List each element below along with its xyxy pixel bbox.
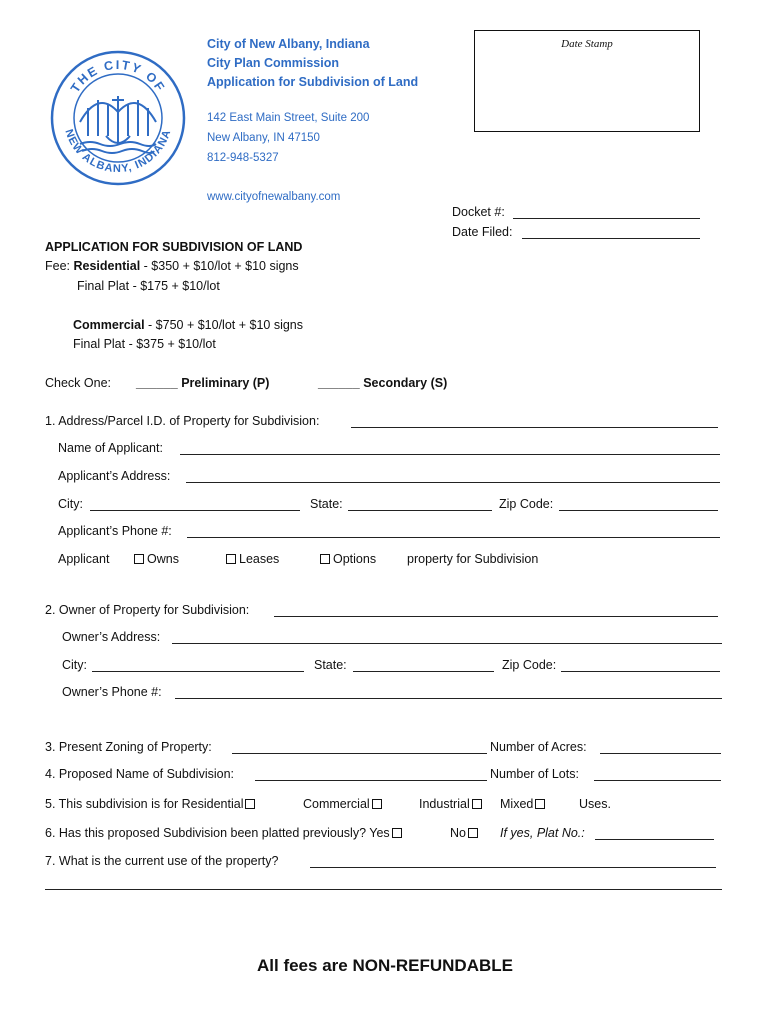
header-form-title: Application for Subdivision of Land (207, 75, 419, 89)
acres-field[interactable] (600, 753, 721, 754)
owns-label: Owns (147, 552, 179, 566)
residential-rate: - $350 + $10/lot + $10 signs (140, 259, 299, 273)
q5-text: 5. This subdivision is for Residential (45, 797, 244, 811)
current-use-field-continued[interactable] (45, 889, 722, 890)
applicant-address-label: Applicant’s Address: (58, 469, 171, 483)
mixed-checkbox[interactable] (535, 799, 545, 809)
applicant-name-field[interactable] (180, 454, 720, 455)
q1-label: 1. Address/Parcel I.D. of Property for Subdivision: (45, 414, 320, 428)
header-commission: City Plan Commission (207, 56, 339, 70)
platted-yes-checkbox[interactable] (392, 828, 402, 838)
applicant-phone-label: Applicant’s Phone #: (58, 524, 172, 538)
applicant-relation-label: Applicant (58, 552, 110, 566)
platted-no-option[interactable] (450, 826, 481, 840)
plat-no-field[interactable] (595, 839, 714, 840)
application-title: APPLICATION FOR SUBDIVISION OF LAND (45, 240, 303, 254)
q6-text: 6. Has this proposed Subdivision been platted previously? Yes (45, 826, 390, 840)
commercial-checkbox[interactable] (372, 799, 382, 809)
owner-state-label: State: (314, 658, 347, 672)
plat-no-label: If yes, Plat No.: (500, 826, 585, 840)
residential-label: Residential (73, 259, 141, 273)
owner-city-field[interactable] (92, 671, 304, 672)
owner-address-field[interactable] (172, 643, 722, 644)
q4-label: 4. Proposed Name of Subdivision: (45, 767, 234, 781)
docket-field[interactable] (513, 218, 700, 219)
date-filed-field[interactable] (522, 238, 700, 239)
owner-address-label: Owner’s Address: (62, 630, 161, 644)
city-seal-icon (50, 40, 186, 190)
owns-checkbox[interactable] (134, 554, 144, 564)
platted-no-checkbox[interactable] (468, 828, 478, 838)
q2-label: 2. Owner of Property for Subdivision: (45, 603, 250, 617)
commercial-final-plat: Final Plat - $375 + $10/lot (73, 337, 216, 351)
leases-label: Leases (239, 552, 280, 566)
owns-option[interactable] (132, 552, 179, 566)
header-org: City of New Albany, Indiana (207, 37, 370, 51)
date-stamp-box (474, 30, 700, 132)
fee-label: Fee: (45, 259, 71, 273)
options-label: Options (333, 552, 377, 566)
industrial-checkbox[interactable] (472, 799, 482, 809)
preliminary-option[interactable] (136, 376, 269, 390)
header-website[interactable]: www.cityofnewalbany.com (207, 191, 341, 203)
fee-commercial (73, 318, 303, 332)
property-for-subdivision-text: property for Subdivision (407, 552, 539, 566)
current-use-field[interactable] (310, 867, 716, 868)
owner-zip-field[interactable] (561, 671, 720, 672)
platted-no-label: No (450, 826, 466, 840)
applicant-city-label: City: (58, 497, 83, 511)
residential-checkbox[interactable] (245, 799, 255, 809)
seal-top-text: THE CITY OF (67, 57, 169, 96)
preliminary-blank[interactable]: ______ (136, 376, 178, 390)
non-refundable-notice: All fees are NON-REFUNDABLE (257, 956, 513, 975)
q6-label (45, 826, 405, 840)
applicant-state-label: State: (310, 497, 343, 511)
mixed-option[interactable] (500, 797, 548, 811)
applicant-city-field[interactable] (90, 510, 300, 511)
fee-residential (45, 259, 299, 273)
commercial-rate: - $750 + $10/lot + $10 signs (144, 318, 304, 332)
leases-option[interactable] (224, 552, 279, 566)
options-checkbox[interactable] (320, 554, 330, 564)
applicant-state-field[interactable] (348, 510, 492, 511)
check-one-label: Check One: (45, 376, 112, 390)
mixed-use-label: Mixed (500, 797, 534, 811)
industrial-option[interactable] (419, 797, 485, 811)
industrial-use-label: Industrial (419, 797, 470, 811)
q7-label: 7. What is the current use of the property? (45, 854, 279, 868)
q1-field[interactable] (351, 427, 718, 428)
docket-label: Docket #: (452, 205, 505, 219)
city-seal (50, 40, 186, 190)
applicant-name-label: Name of Applicant: (58, 441, 163, 455)
applicant-phone-field[interactable] (187, 537, 720, 538)
applicant-address-field[interactable] (186, 482, 720, 483)
applicant-zip-field[interactable] (559, 510, 718, 511)
uses-text: Uses. (579, 797, 611, 811)
lots-label: Number of Lots: (490, 767, 579, 781)
seal-bottom-text: NEW ALBANY, INDIANA (62, 127, 174, 176)
secondary-option[interactable] (318, 376, 447, 390)
applicant-zip-label: Zip Code: (499, 497, 554, 511)
date-stamp-label: Date Stamp (561, 38, 613, 50)
leases-checkbox[interactable] (226, 554, 236, 564)
acres-label: Number of Acres: (490, 740, 587, 754)
preliminary-label: Preliminary (P) (181, 376, 270, 390)
owner-phone-label: Owner’s Phone #: (62, 685, 162, 699)
options-option[interactable] (318, 552, 376, 566)
q3-label: 3. Present Zoning of Property: (45, 740, 212, 754)
lots-field[interactable] (594, 780, 721, 781)
owner-city-label: City: (62, 658, 87, 672)
commercial-option[interactable] (303, 797, 385, 811)
secondary-blank[interactable]: ______ (318, 376, 360, 390)
commercial-label: Commercial (73, 318, 145, 332)
header-street: 142 East Main Street, Suite 200 (207, 112, 370, 124)
owner-phone-field[interactable] (175, 698, 722, 699)
date-filed-label: Date Filed: (452, 225, 513, 239)
owner-state-field[interactable] (353, 671, 494, 672)
q2-field[interactable] (274, 616, 718, 617)
residential-final-plat: Final Plat - $175 + $10/lot (77, 279, 220, 293)
owner-zip-label: Zip Code: (502, 658, 557, 672)
header-city: New Albany, IN 47150 (207, 132, 320, 144)
zoning-field[interactable] (232, 753, 487, 754)
q5-label (45, 797, 258, 811)
commercial-use-label: Commercial (303, 797, 370, 811)
subdivision-name-field[interactable] (255, 780, 487, 781)
header-phone: 812-948-5327 (207, 152, 279, 164)
secondary-label: Secondary (S) (363, 376, 448, 390)
